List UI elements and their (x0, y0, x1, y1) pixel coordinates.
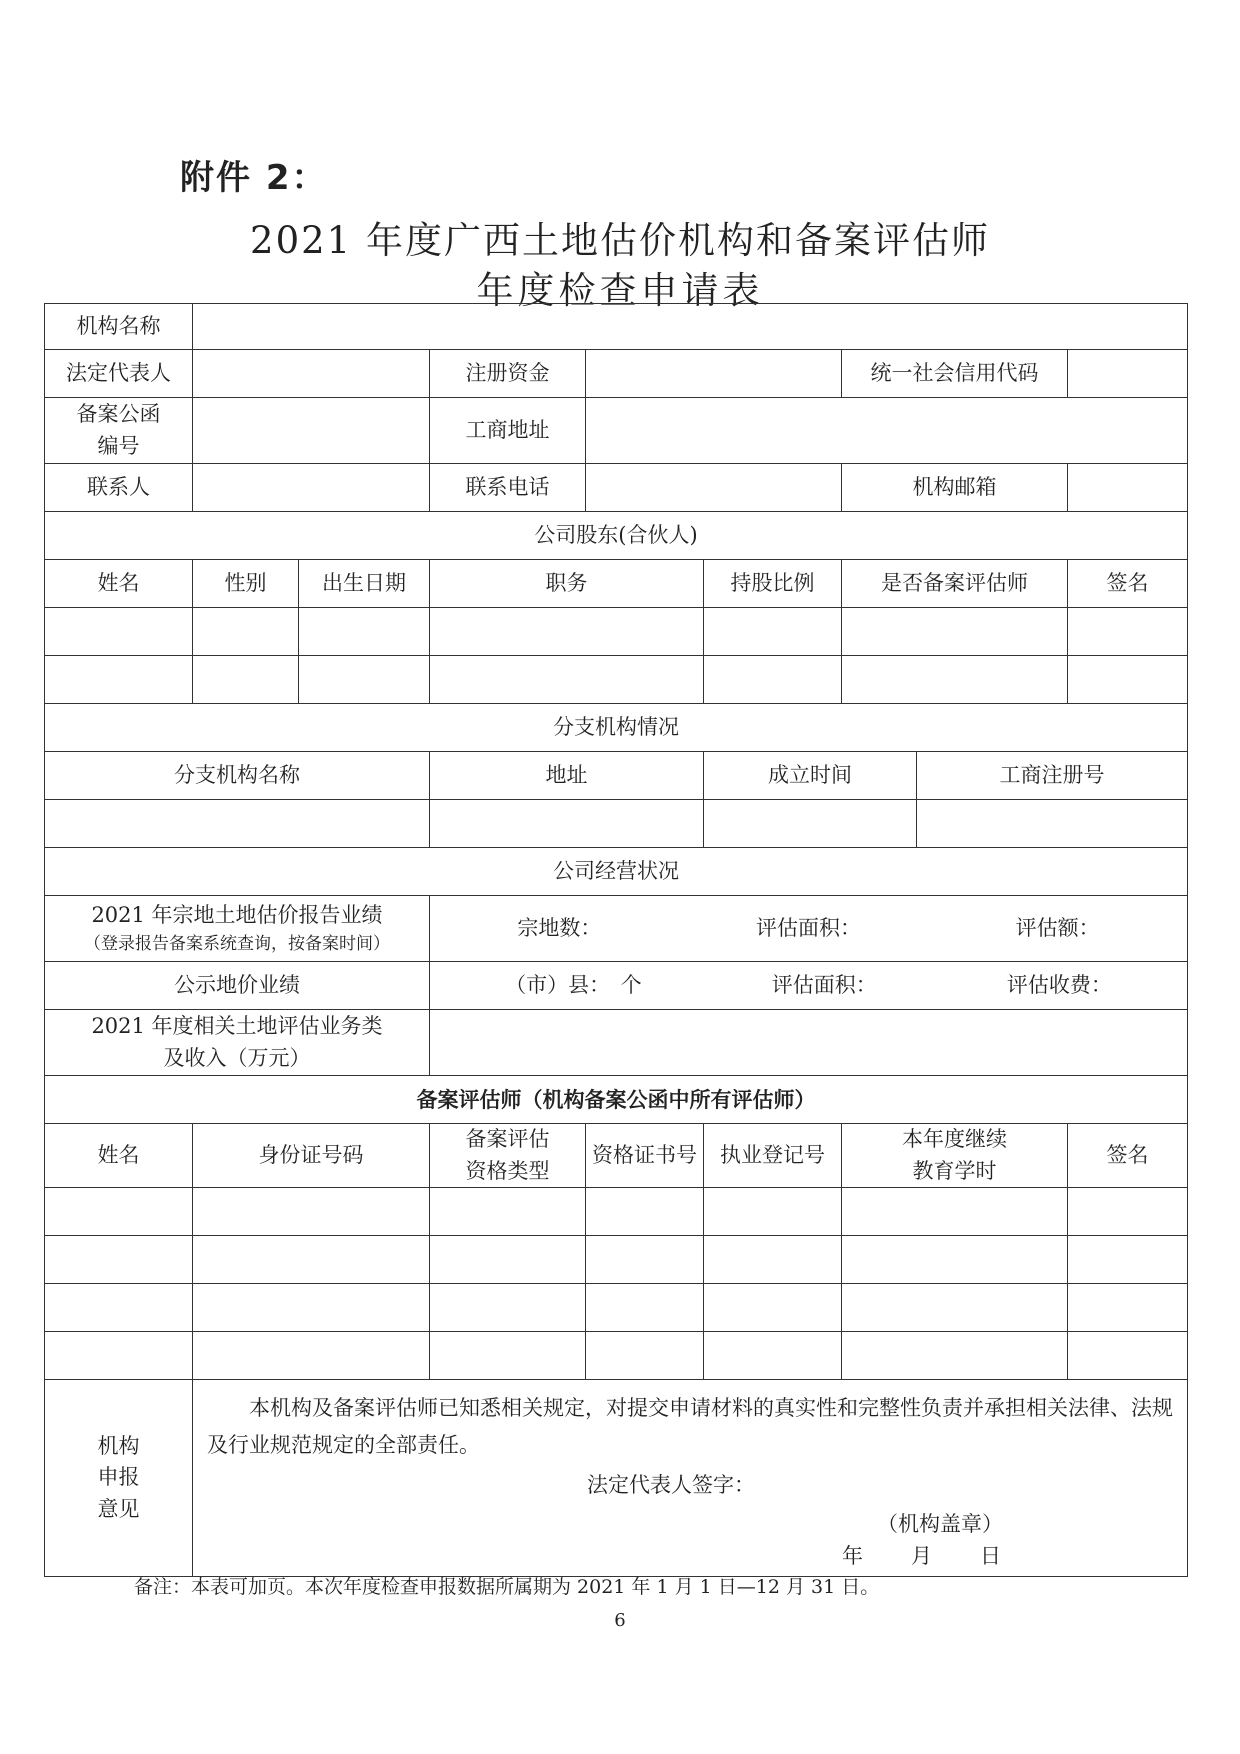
ap-header-id-no: 身份证号码 (193, 1124, 430, 1188)
application-form (44, 303, 1188, 1577)
ap-header-qual-type-line1: 备案评估 (465, 1127, 550, 1151)
form-subtitle: 年度检查申请表 (476, 269, 764, 312)
sh-cell[interactable] (45, 608, 193, 656)
ap-cell[interactable] (193, 1284, 430, 1332)
sh-cell[interactable] (842, 608, 1068, 656)
date-month: 月 (911, 1543, 934, 1568)
ap-cell[interactable] (704, 1236, 842, 1284)
ap-cell[interactable] (430, 1236, 586, 1284)
ap-cell[interactable] (45, 1332, 193, 1380)
br-header-address: 地址 (430, 752, 704, 800)
filing-letter-label-line2: 编号 (97, 433, 140, 458)
row-appraisers-header (45, 1124, 1188, 1188)
ap-header-cert-no: 资格证书号 (586, 1124, 704, 1188)
public-price-fields[interactable] (430, 962, 1188, 1010)
contact-field[interactable] (193, 464, 430, 512)
row-filing-letter (45, 398, 1188, 464)
public-price-label: 公示地价业绩 (45, 962, 430, 1010)
parcel-performance-label-line2: （登录报告备案系统查询，按备案时间） (84, 933, 390, 954)
declaration-label (45, 1380, 193, 1577)
related-business-label-line2: 及收入（万元） (163, 1045, 311, 1070)
sh-header-gender: 性别 (193, 560, 299, 608)
ap-cell[interactable] (430, 1188, 586, 1236)
ap-cell[interactable] (586, 1236, 704, 1284)
business-address-field[interactable] (586, 398, 1188, 464)
ap-cell[interactable] (193, 1236, 430, 1284)
parcel-count-label: 宗地数： (517, 915, 602, 940)
org-seal-label: （机构盖章） (877, 1512, 1003, 1536)
email-label: 机构邮箱 (842, 464, 1068, 512)
registered-capital-field[interactable] (586, 350, 842, 398)
br-header-name: 分支机构名称 (45, 752, 430, 800)
legal-rep-field[interactable] (193, 350, 430, 398)
ap-cell[interactable] (586, 1332, 704, 1380)
ap-cell[interactable] (842, 1188, 1068, 1236)
sh-cell[interactable] (193, 656, 299, 704)
declaration-content[interactable] (193, 1380, 1188, 1577)
public-area-label: 评估面积： (771, 972, 877, 997)
sh-cell[interactable] (704, 656, 842, 704)
sh-cell[interactable] (842, 656, 1068, 704)
ap-cell[interactable] (842, 1236, 1068, 1284)
sh-header-name: 姓名 (45, 560, 193, 608)
table-row (45, 1236, 1188, 1284)
sh-cell[interactable] (193, 608, 299, 656)
related-business-label (45, 1010, 430, 1076)
row-branches-title (45, 704, 1188, 752)
ap-cell[interactable] (430, 1332, 586, 1380)
ap-cell[interactable] (193, 1188, 430, 1236)
ap-cell[interactable] (193, 1332, 430, 1380)
declaration-label-line3: 意见 (97, 1496, 140, 1521)
related-business-label-line1: 2021 年度相关土地评估业务类 (91, 1014, 383, 1038)
br-cell[interactable] (430, 800, 704, 848)
row-public-price (45, 962, 1188, 1010)
declaration-label-line1: 机构 (97, 1433, 140, 1458)
sh-cell[interactable] (1068, 608, 1188, 656)
row-shareholders-title (45, 512, 1188, 560)
sh-header-signature: 签名 (1068, 560, 1188, 608)
row-declaration (45, 1380, 1188, 1577)
credit-code-label: 统一社会信用代码 (842, 350, 1068, 398)
related-business-field[interactable] (430, 1010, 1188, 1076)
parcel-area-label: 评估面积： (755, 915, 861, 940)
row-related-business (45, 1010, 1188, 1076)
sh-cell[interactable] (430, 608, 704, 656)
ap-header-reg-no: 执业登记号 (704, 1124, 842, 1188)
org-name-field[interactable] (193, 304, 1188, 350)
ap-cell[interactable] (45, 1236, 193, 1284)
row-legal-rep (45, 350, 1188, 398)
parcel-performance-label-line1: 2021 年宗地土地估价报告业绩 (91, 903, 383, 927)
row-appraisers-title (45, 1076, 1188, 1124)
sh-cell[interactable] (1068, 656, 1188, 704)
br-header-founded: 成立时间 (704, 752, 917, 800)
ap-cell[interactable] (1068, 1284, 1188, 1332)
br-cell[interactable] (45, 800, 430, 848)
shareholders-section-title: 公司股东(合伙人) (45, 512, 1188, 560)
sh-header-share-ratio: 持股比例 (704, 560, 842, 608)
ap-cell[interactable] (586, 1284, 704, 1332)
ap-header-qual-type (430, 1124, 586, 1188)
legal-rep-signature-label: 法定代表人签字： (587, 1472, 755, 1497)
row-parcel-performance (45, 896, 1188, 962)
parcel-performance-label (45, 896, 430, 962)
row-shareholders-header (45, 560, 1188, 608)
filing-letter-label (45, 398, 193, 464)
filing-letter-label-line1: 备案公函 (76, 402, 161, 426)
ap-cell[interactable] (704, 1188, 842, 1236)
ap-header-edu-hours-line1: 本年度继续 (902, 1127, 1007, 1151)
date-year: 年 (842, 1543, 865, 1568)
county-count-label: （市）县： 个 (505, 972, 642, 997)
sh-header-birthdate: 出生日期 (299, 560, 430, 608)
sh-header-is-appraiser: 是否备案评估师 (842, 560, 1068, 608)
ap-cell[interactable] (45, 1284, 193, 1332)
registered-capital-label: 注册资金 (430, 350, 586, 398)
sh-cell[interactable] (299, 608, 430, 656)
ap-cell[interactable] (842, 1332, 1068, 1380)
ap-cell[interactable] (586, 1188, 704, 1236)
phone-field[interactable] (586, 464, 842, 512)
declaration-date (207, 1541, 1173, 1573)
sh-cell[interactable] (45, 656, 193, 704)
parcel-performance-fields[interactable] (430, 896, 1188, 962)
ap-cell[interactable] (430, 1284, 586, 1332)
form-title: 2021 年度广西土地估价机构和备案评估师 (250, 219, 990, 262)
operations-section-title: 公司经营状况 (45, 848, 1188, 896)
row-contact (45, 464, 1188, 512)
ap-header-signature: 签名 (1068, 1124, 1188, 1188)
page-number: 6 (614, 1610, 626, 1631)
table-row (45, 1188, 1188, 1236)
filing-letter-field[interactable] (193, 398, 430, 464)
branches-section-title: 分支机构情况 (45, 704, 1188, 752)
ap-cell[interactable] (704, 1332, 842, 1380)
org-name-label: 机构名称 (45, 304, 193, 350)
footnote: 备注：本表可加页。本次年度检查申报数据所属期为 2021 年 1 月 1 日—12 月 31 日。 (134, 1576, 880, 1598)
row-org-name (45, 304, 1188, 350)
ap-cell[interactable] (842, 1284, 1068, 1332)
ap-header-edu-hours-line2: 教育学时 (912, 1158, 997, 1183)
credit-code-field[interactable] (1068, 350, 1188, 398)
appraisers-section-title: 备案评估师（机构备案公函中所有评估师） (45, 1076, 1188, 1124)
ap-cell[interactable] (1068, 1188, 1188, 1236)
row-operations-title (45, 848, 1188, 896)
table-row (45, 800, 1188, 848)
sh-cell[interactable] (299, 656, 430, 704)
br-header-reg-no: 工商注册号 (917, 752, 1188, 800)
table-row (45, 656, 1188, 704)
row-branches-header (45, 752, 1188, 800)
sh-cell[interactable] (704, 608, 842, 656)
ap-header-name: 姓名 (45, 1124, 193, 1188)
ap-cell[interactable] (1068, 1332, 1188, 1380)
parcel-amount-label: 评估额： (1015, 915, 1100, 940)
legal-rep-label: 法定代表人 (45, 350, 193, 398)
declaration-label-line2: 申报 (97, 1465, 140, 1490)
ap-header-qual-type-line2: 资格类型 (465, 1158, 550, 1183)
br-cell[interactable] (704, 800, 917, 848)
ap-cell[interactable] (1068, 1236, 1188, 1284)
table-row (45, 1284, 1188, 1332)
br-cell[interactable] (917, 800, 1188, 848)
ap-cell[interactable] (704, 1284, 842, 1332)
sh-cell[interactable] (430, 656, 704, 704)
ap-header-edu-hours (842, 1124, 1068, 1188)
date-day: 日 (980, 1543, 1003, 1568)
contact-label: 联系人 (45, 464, 193, 512)
phone-label: 联系电话 (430, 464, 586, 512)
table-row (45, 608, 1188, 656)
business-address-label: 工商地址 (430, 398, 586, 464)
sh-header-position: 职务 (430, 560, 704, 608)
ap-cell[interactable] (45, 1188, 193, 1236)
table-row (45, 1332, 1188, 1380)
declaration-text: 本机构及备案评估师已知悉相关规定，对提交申请材料的真实性和完整性负责并承担相关法律、法规及行业规范规定的全部责任。 (207, 1396, 1173, 1457)
attachment-label: 附件 2： (180, 158, 328, 198)
email-field[interactable] (1068, 464, 1188, 512)
public-fee-label: 评估收费： (1006, 972, 1112, 997)
